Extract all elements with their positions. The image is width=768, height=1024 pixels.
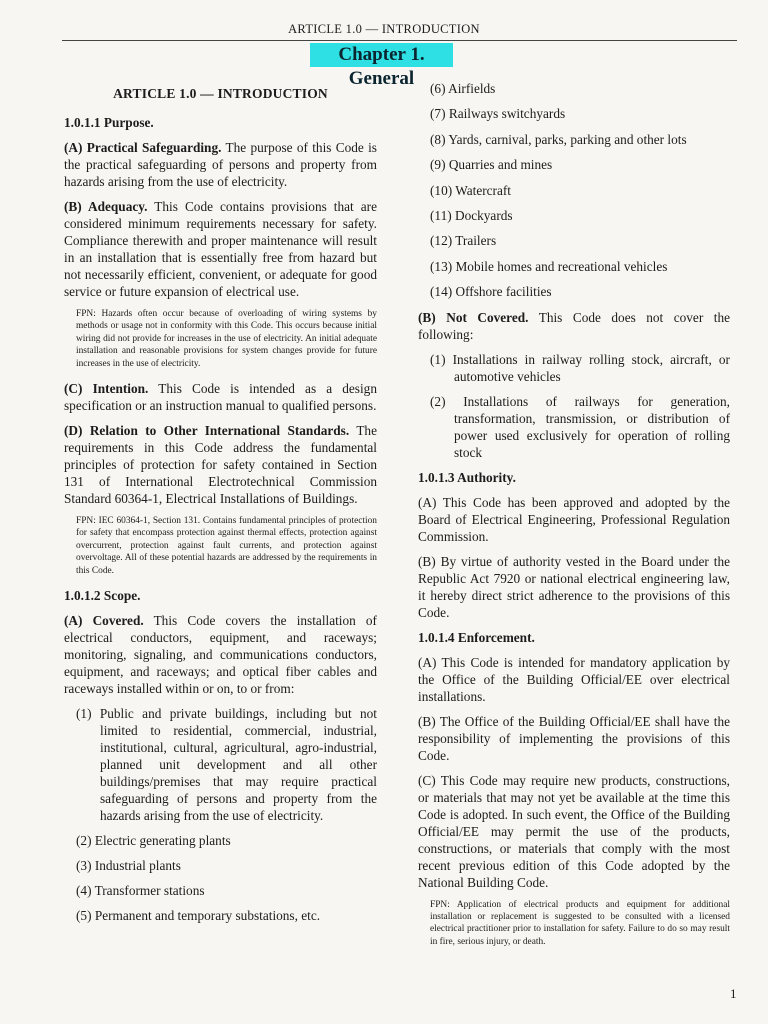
purpose-a-lead: (A) Practical Safeguarding. — [64, 140, 222, 155]
scope-a-paragraph — [64, 612, 377, 697]
chapter-title: Chapter 1. General — [310, 43, 453, 67]
not-covered-lead: (B) Not Covered. — [418, 309, 529, 325]
running-head: ARTICLE 1.0 — INTRODUCTION — [288, 22, 480, 36]
scope-list-item: (4) Transformer stations — [76, 883, 205, 899]
authority-heading: 1.0.1.3 Authority. — [418, 469, 516, 485]
purpose-d-paragraph — [64, 422, 377, 507]
purpose-c-text: This Code is intended as a design specification or an instruction manual to qualified persons. — [64, 381, 377, 414]
purpose-c-paragraph — [64, 380, 377, 414]
scope-heading: 1.0.1.2 Scope. — [64, 588, 141, 604]
left-column — [64, 80, 377, 932]
purpose-b-text: This Code contains provisions that are considered minimum requirements necessary for safety. Compliance therewith and proper maintenance will result in an installation that is essentially free from hazard but not necessarily efficient, convenient, or adequate for good service or future expansion of electrical use. — [64, 199, 377, 299]
fpn-note-3: FPN: Application of electrical products and equipment for additional installation or replacement is suggested to be consulted with a licensed electrical practitioner prior to installation for safety. Failure to do so may result in fire, serious injury, or death. — [430, 899, 730, 947]
scope-list-item: (14) Offshore facilities — [430, 284, 552, 300]
not-covered-item: (2) Installations of railways for generation, transformation, transmission, or distribution of power used exclusively for operation of rolling stock — [430, 393, 730, 460]
enforcement-a-paragraph: (A) This Code is intended for mandatory application by the Office of the Building Official/EE over electrical installations. — [418, 654, 730, 704]
scope-a-text: This Code covers the installation of electrical conductors, equipment, and raceways; monitoring, signaling, and communications conductors, equipment, and raceways; and optical fiber cables and raceways installed within or on, to or from: — [64, 613, 377, 697]
article-heading: ARTICLE 1.0 — INTRODUCTION — [113, 86, 328, 101]
page-number: 1 — [730, 986, 737, 1001]
authority-b-paragraph: (B) By virtue of authority vested in the Board under the Republic Act 7920 or national electrical engineering law, it hereby direct strict adherence to the provisions of this Code. — [418, 553, 730, 620]
purpose-c-lead: (C) Intention. — [64, 381, 149, 397]
fpn-note-1: FPN: Hazards often occur because of overloading of wiring systems by methods or usage not in conformity with this Code. This occurs because initial wiring did not provide for increases in the use of electricity. An initial adequate installation and reasonable provisions for system changes provide for future increases in the use of electricity. — [76, 309, 377, 369]
scope-list-item: (9) Quarries and mines — [430, 157, 553, 173]
scope-list-item: (13) Mobile homes and recreational vehicles — [430, 258, 668, 274]
scope-list-item: (6) Airfields — [430, 81, 496, 96]
enforcement-heading: 1.0.1.4 Enforcement. — [418, 629, 535, 645]
purpose-d-lead: (D) Relation to Other International Standards. — [64, 423, 350, 439]
header-rule — [62, 40, 737, 41]
not-covered-item: (1) Installations in railway rolling stock, aircraft, or automotive vehicles — [430, 351, 730, 384]
scope-list-item: (3) Industrial plants — [76, 858, 181, 874]
authority-a-paragraph: (A) This Code has been approved and adopted by the Board of Electrical Engineering, Professional Regulation Commission. — [418, 494, 730, 544]
scope-list-item: (7) Railways switchyards — [430, 106, 566, 122]
not-covered-paragraph — [418, 309, 730, 343]
fpn-note-2: FPN: IEC 60364-1, Section 131. Contains fundamental principles of protection for safety that encompass protection against thermal effects, protection against overcurrent, protection against fault currents, and protection against overvoltage. All of these potential hazards are addressed by the requirements in this Code. — [76, 516, 377, 576]
not-covered-text: This Code does not cover the following: — [418, 309, 730, 342]
scope-list-item: (2) Electric generating plants — [76, 833, 231, 849]
scope-list-item: (12) Trailers — [430, 233, 497, 249]
purpose-b-paragraph — [64, 198, 377, 300]
purpose-a-paragraph — [64, 139, 377, 190]
scope-list-item: (5) Permanent and temporary substations, etc. — [76, 908, 321, 924]
purpose-d-text: The requirements in this Code address the fundamental principles of protection for safety contained in Section 131 of International Electrotechnical Commission Standard 60364-1, Electrical Installations of Buildings. — [64, 423, 377, 507]
enforcement-b-paragraph: (B) The Office of the Building Official/EE shall have the responsibility of implementing the provisions of this Code. — [418, 713, 730, 763]
scope-list-item: (1) Public and private buildings, including but not limited to residential, commercial, industrial, institutional, cultural, agricultural, agro-industrial, planned unit development and all other buildings/premises that may require practical safeguarding of persons and property from the hazards arising from the use of electricity. — [76, 706, 377, 824]
purpose-heading: 1.0.1.1 Purpose. — [64, 115, 154, 130]
scope-list-item: (11) Dockyards — [430, 207, 513, 223]
enforcement-c-paragraph: (C) This Code may require new products, constructions, or materials that may not yet be available at the time this Code is adopted. In such event, the Office of the Building Official/EE may permit the use of the products, constructions, or materials that comply with the most recent previous edition of this Code adopted by the National Building Code. — [418, 772, 730, 890]
scope-list-item: (10) Watercraft — [430, 182, 512, 198]
scope-a-lead: (A) Covered. — [64, 613, 144, 629]
right-column — [418, 80, 730, 958]
purpose-b-lead: (B) Adequacy. — [64, 199, 148, 214]
purpose-a-text: The purpose of this Code is the practical safeguarding of persons and property from hazards arising from the use of electricity. — [64, 140, 377, 189]
scope-list-item: (8) Yards, carnival, parks, parking and other lots — [430, 131, 687, 147]
